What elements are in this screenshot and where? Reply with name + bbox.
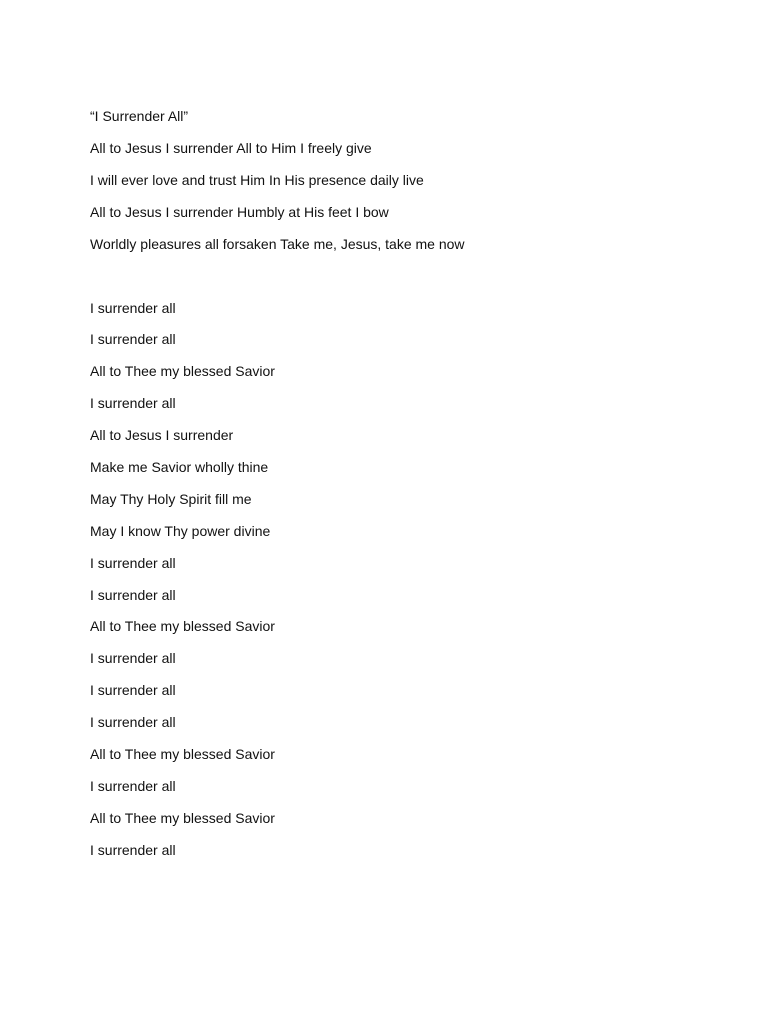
verse-line: All to Jesus I surrender Humbly at His feet I bow	[90, 204, 389, 220]
lyric-line: All to Jesus I surrender	[90, 427, 234, 444]
lyrics-text	[90, 106, 710, 872]
verse-line: All to Jesus I surrender All to Him I freely give	[90, 140, 372, 156]
lyric-line: All to Thee my blessed Savior	[90, 745, 275, 762]
song-title: “I Surrender All”	[90, 108, 189, 124]
lyric-line: I surrender all	[90, 682, 176, 699]
verse-stanza	[90, 138, 710, 266]
lyric-line: I surrender all	[90, 331, 176, 348]
lyric-line: I surrender all	[90, 395, 176, 412]
lyric-line: May Thy Holy Spirit fill me	[90, 490, 252, 507]
lyric-line: I surrender all	[90, 299, 176, 316]
lyric-line: I surrender all	[90, 714, 176, 731]
lyric-line: I surrender all	[90, 777, 176, 794]
lyric-line: Make me Savior wholly thine	[90, 458, 269, 475]
lyric-line: I surrender all	[90, 586, 176, 603]
stanza-spacing	[90, 266, 710, 298]
lyric-line: I surrender all	[90, 650, 176, 667]
lyric-line: All to Thee my blessed Savior	[90, 363, 275, 380]
lyrics-lines	[90, 298, 710, 872]
lyric-line: May I know Thy power divine	[90, 522, 271, 539]
verse-line: I will ever love and trust Him In His presence daily live	[90, 172, 424, 188]
lyric-line: I surrender all	[90, 554, 176, 571]
lyric-line: I surrender all	[90, 841, 176, 858]
lyric-line: All to Thee my blessed Savior	[90, 809, 275, 826]
verse-line: Worldly pleasures all forsaken Take me, Jesus, take me now	[90, 236, 465, 252]
lyric-line: All to Thee my blessed Savior	[90, 618, 275, 635]
